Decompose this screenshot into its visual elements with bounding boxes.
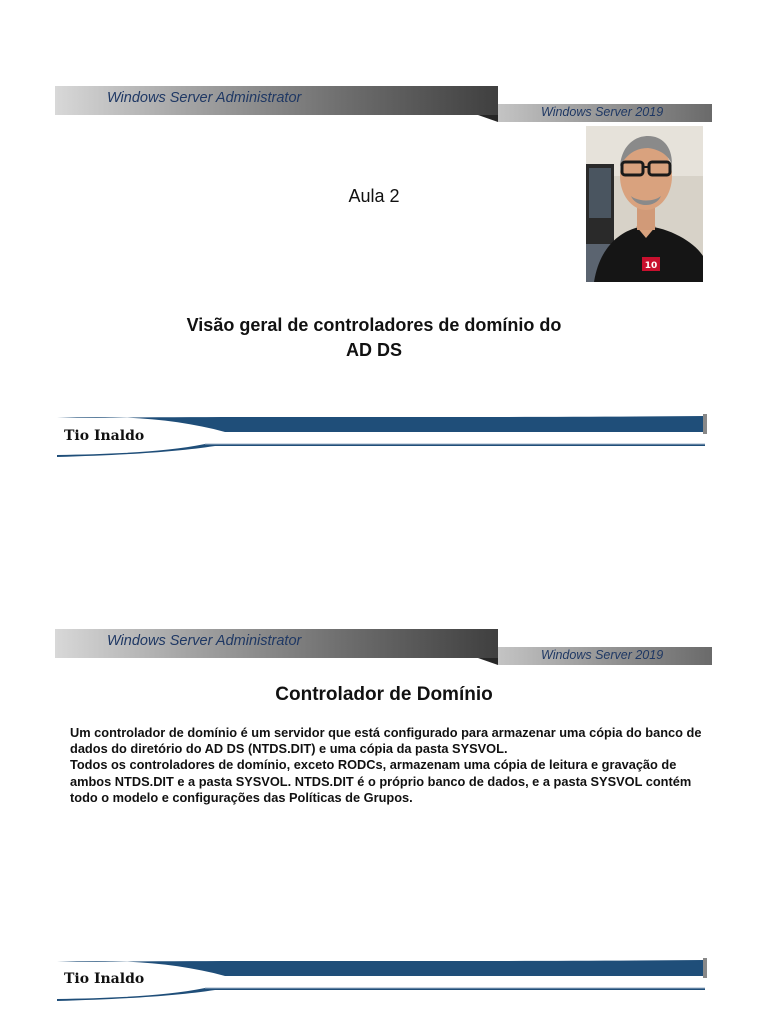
footer-band (55, 410, 715, 458)
header-primary-text: Windows Server Administrator (107, 633, 302, 649)
footer-author-name: Tio Inaldo (64, 971, 145, 987)
footer-author-name: Tio Inaldo (64, 428, 145, 444)
slide-body (70, 725, 710, 806)
slide-2 (0, 512, 768, 1024)
slide-title (160, 313, 588, 363)
body-paragraph: Todos os controladores de domínio, exceto RODCs, armazenam uma cópia de leitura e gravação de ambos NTDS.DIT e a pasta SYSVOL. NTDS.DIT é o próprio banco de dados, e a pasta SYSVOL contém todo o modelo e configurações das Políticas de Grupos. (70, 757, 692, 805)
lesson-subtitle: Aula 2 (348, 186, 400, 206)
header-notch (478, 658, 498, 665)
photo-badge-text: 10 (644, 261, 658, 271)
header-secondary-text: Windows Server 2019 (541, 648, 664, 662)
presenter-photo (586, 126, 703, 282)
slide-title: Controlador de Domínio (275, 684, 493, 705)
body-paragraph: Um controlador de domínio é um servidor que está configurado para armazenar uma cópia do banco de dados do diretório do AD DS (NTDS.DIT) e uma cópia da pasta SYSVOL. (70, 725, 702, 757)
footer-band (55, 954, 715, 1002)
header-primary-text: Windows Server Administrator (107, 90, 302, 106)
slide-title-line-1: Visão geral de controladores de domínio do (186, 315, 562, 335)
slide-title-line-2: AD DS (345, 340, 402, 360)
header-secondary-text: Windows Server 2019 (541, 105, 664, 119)
header-notch (478, 115, 498, 122)
